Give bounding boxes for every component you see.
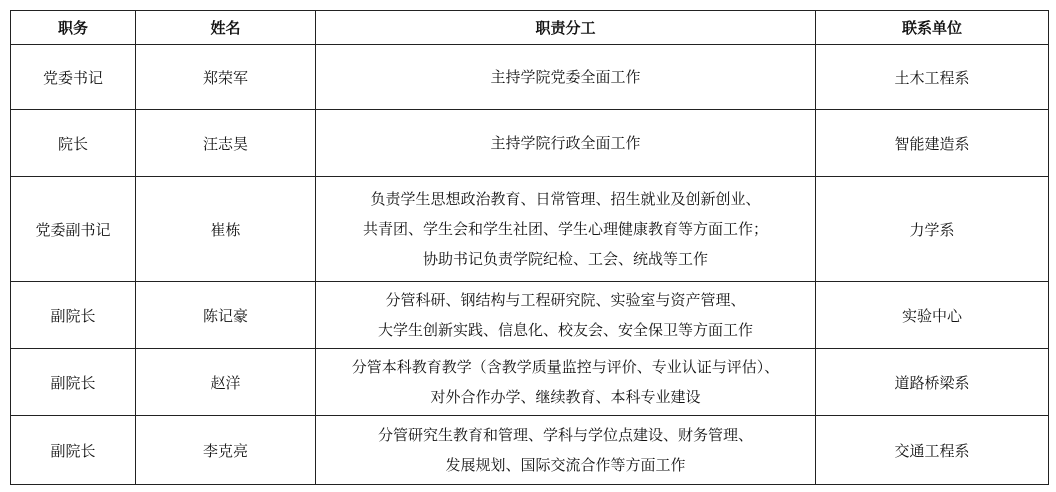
table-header (11, 11, 1049, 45)
cell-name: 汪志昊 (136, 110, 316, 177)
cell-duty (316, 416, 816, 485)
table-row (11, 349, 1049, 416)
cell-duty (316, 110, 816, 177)
duty-line: 分管本科教育教学（含教学质量监控与评价、专业认证与评估）、 (351, 358, 780, 376)
table-row (11, 45, 1049, 110)
cell-dept: 实验中心 (816, 282, 1049, 349)
table-row (11, 110, 1049, 177)
cell-name: 郑荣军 (136, 45, 316, 110)
duty-line: 分管研究生教育和管理、学科与学位点建设、财务管理、 (377, 426, 753, 444)
cell-dept: 土木工程系 (816, 45, 1049, 110)
cell-dept: 力学系 (816, 177, 1049, 282)
cell-duty (316, 282, 816, 349)
duty-line: 分管科研、钢结构与工程研究院、实验室与资产管理、 (385, 291, 746, 309)
duty-line: 协助书记负责学院纪检、工会、统战等工作 (422, 250, 708, 268)
cell-title: 副院长 (11, 282, 136, 349)
cell-name: 赵洋 (136, 349, 316, 416)
cell-title: 党委书记 (11, 45, 136, 110)
cell-title: 副院长 (11, 349, 136, 416)
table-row (11, 416, 1049, 485)
header-row (11, 11, 1049, 45)
table-row (11, 177, 1049, 282)
header-dept: 联系单位 (816, 11, 1049, 45)
cell-dept: 道路桥梁系 (816, 349, 1049, 416)
cell-title: 副院长 (11, 416, 136, 485)
cell-name: 李克亮 (136, 416, 316, 485)
cell-title: 院长 (11, 110, 136, 177)
header-duty: 职责分工 (316, 11, 816, 45)
cell-name: 崔栋 (136, 177, 316, 282)
cell-duty (316, 349, 816, 416)
cell-dept: 智能建造系 (816, 110, 1049, 177)
table-body (11, 45, 1049, 485)
cell-duty (316, 45, 816, 110)
duty-line: 对外合作办学、继续教育、本科专业建设 (430, 388, 701, 406)
duty-line: 发展规划、国际交流合作等方面工作 (445, 456, 686, 474)
cell-duty (316, 177, 816, 282)
cell-dept: 交通工程系 (816, 416, 1049, 485)
leadership-duty-table (10, 10, 1049, 485)
duty-line: 主持学院行政全面工作 (490, 134, 641, 152)
table-row (11, 282, 1049, 349)
header-title: 职务 (11, 11, 136, 45)
duty-line: 大学生创新实践、信息化、校友会、安全保卫等方面工作 (377, 321, 753, 339)
cell-name: 陈记豪 (136, 282, 316, 349)
header-name: 姓名 (136, 11, 316, 45)
duty-line: 主持学院党委全面工作 (490, 68, 641, 86)
duty-line: 共青团、学生会和学生社团、学生心理健康教育等方面工作； (362, 220, 768, 238)
cell-title: 党委副书记 (11, 177, 136, 282)
duty-line: 负责学生思想政治教育、日常管理、招生就业及创新创业、 (370, 190, 761, 208)
